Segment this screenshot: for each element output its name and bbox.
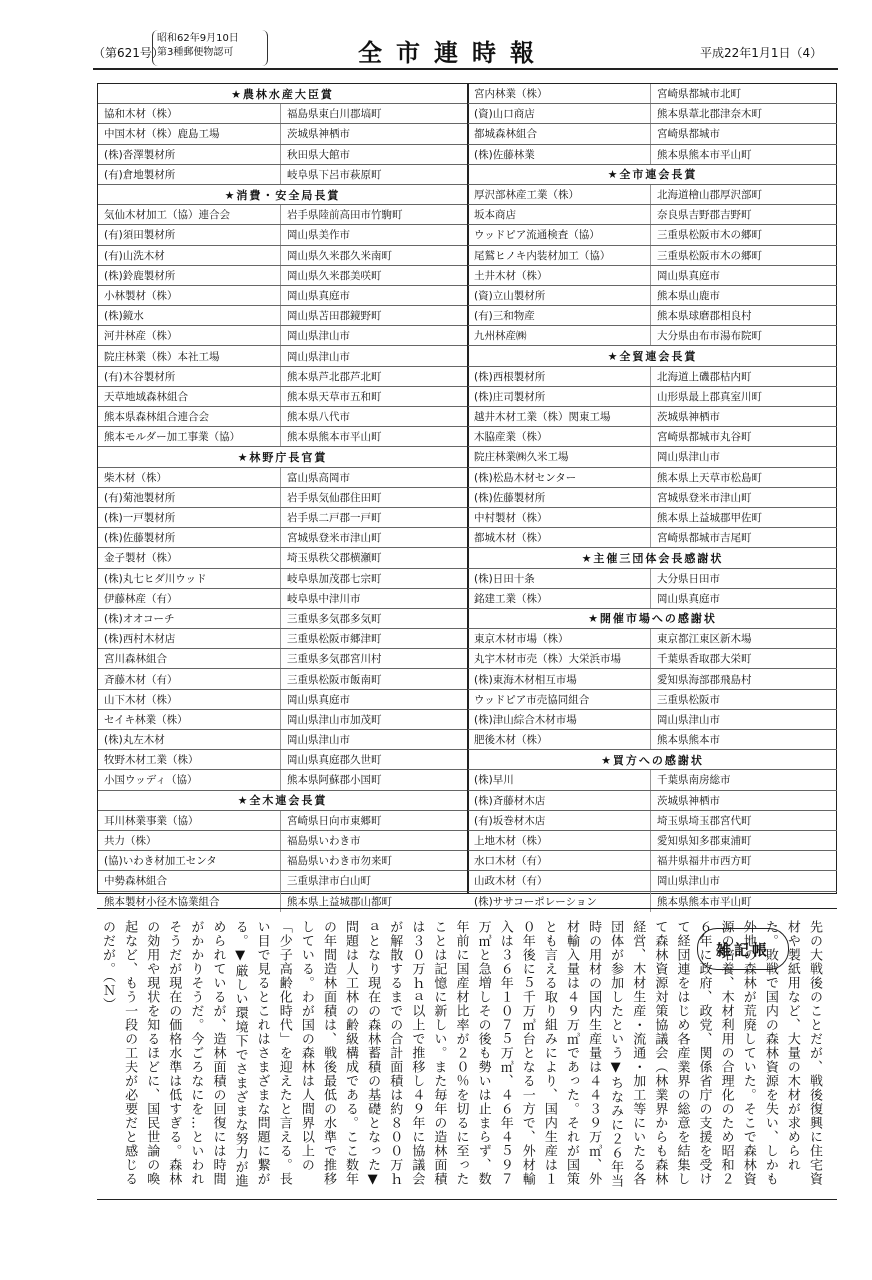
company-name: 協和木材（株） [98,104,281,123]
company-name: ウッドピア市売協同組合 [468,690,651,709]
company-name: (株)佐藤製材所 [468,488,651,507]
company-location: 茨城県神栖市 [657,794,720,807]
company-name: 土井木材（株） [468,266,651,285]
award-row [468,649,837,669]
company-name: 宮川森林組合 [98,649,281,668]
company-name: 都城木材（株） [468,528,651,547]
company-name: 小林製材（株） [98,286,281,305]
awards-table [97,83,837,909]
company-location: 宮崎県都城市丸谷町 [657,431,752,444]
company-location: 宮城県登米市津山町 [657,491,752,504]
company-name: 天草地域森林組合 [98,387,281,406]
company-name: 中勢森林組合 [98,871,281,890]
company-location: 熊本県芦北郡芦北町 [287,370,382,383]
award-row [98,508,467,528]
company-name: (株)一戸製材所 [98,508,281,527]
company-name: 都城森林組合 [468,124,651,143]
company-location: 岡山県真庭郡久世町 [287,754,382,767]
company-name: (株)鏡水 [98,306,281,325]
company-location: 東京都江東区新木場 [657,633,752,646]
column-badge: 雑記帳 [697,928,789,970]
company-location: 福島県いわき市 [287,835,361,848]
company-location: 三重県津市白山町 [287,875,371,888]
company-location: 岡山県久米郡美咲町 [287,269,382,282]
company-name: (株)沓澤製材所 [98,145,281,164]
company-name: 斉藤木材（有） [98,669,281,688]
award-row [98,669,467,689]
award-row [468,589,837,609]
company-location: 大分県日田市 [657,572,720,585]
company-name: 気仙木材加工（協）連合会 [98,205,281,224]
award-category-heading: ★消費・安全局長賞 [98,185,467,205]
award-row [468,508,837,528]
company-location: 三重県松阪市郷津町 [287,633,382,646]
award-row [468,225,837,245]
company-name: 金子製材（株） [98,548,281,567]
company-location: 熊本県八代市 [287,411,350,424]
company-name: (有)須田製材所 [98,225,281,244]
company-name: (有)山洗木材 [98,246,281,265]
company-location: 北海道上磯郡枯内町 [657,370,752,383]
award-row [468,266,837,286]
award-row [98,286,467,306]
company-name: 坂本商店 [468,205,651,224]
company-name: (株)津山綜合木材市場 [468,710,651,729]
award-row [468,145,837,165]
award-row [98,145,467,165]
company-location: 岡山県美作市 [287,229,350,242]
company-name: (株)東海木材相互市場 [468,669,651,688]
company-name: 尾鷲ヒノキ内装材加工（協） [468,246,651,265]
award-row [468,690,837,710]
company-location: 岐阜県中津川市 [287,592,361,605]
award-row [98,690,467,710]
company-location: 岡山県真庭市 [287,693,350,706]
company-location: 岡山県津山市 [657,713,720,726]
company-location: 熊本県天草市五和町 [287,390,382,403]
company-name: 越井木材工業（株）関東工場 [468,407,651,426]
award-row [98,750,467,770]
awards-left-column [98,84,467,912]
company-name: 柴木材（株） [98,468,281,487]
award-category-heading: ★全木連会長賞 [98,791,467,811]
company-name: セイキ林業（株） [98,710,281,729]
company-location: 富山県高岡市 [287,471,350,484]
company-location: 三重県多気郡多気町 [287,612,382,625]
award-row [468,811,837,831]
company-name: 耳川林業事業（協） [98,811,281,830]
company-location: 千葉県南房総市 [657,774,731,787]
company-location: 岡山県真庭市 [657,592,720,605]
company-location: 岡山県久米郡久米南町 [287,249,392,262]
company-location: 福島県東白川郡塙町 [287,108,382,121]
company-name: (有)坂巻材木店 [468,811,651,830]
company-location: 熊本県葦北郡津奈木町 [657,108,762,121]
company-location: 熊本県球磨郡相良村 [657,310,752,323]
award-row [98,367,467,387]
company-location: 三重県松阪市木の郷町 [657,229,762,242]
award-row [98,851,467,871]
column-body-text: 先の大戦後のことだが、戦後復興に住宅資材や製紙用など、大量の木材が求められた。敗戦で国内の森林資源を失い、しかも外地の森林が荒廃していた。そこで森林資源の培養、木材利用の合理化のため昭和２６年に政府、政党、関係省庁の支援を受けて経団連をはじめ各産業界の総意を結集して森林資源対策協議会（林業界からも森林経営、木材生産・流通・加工等にいたる各団体が参加したという▼ちなみに２６年当時の用材の国内生産量は４４３９万㎥、外材輸入量は４９万㎥であった。それが国策とも言える取り組みにより、国内生産は１０年後に５千万㎥台となる一方で、外材輸入は３６年１０７５万㎥、４６年４５９７万㎥と急増しその後も勢いは止まらず、数年前に国産材比率が２０％を切るに至ったことは記憶に新しい。また毎年の造林面積は３０万ｈａ以上で推移し４９年に協議会が解散するまでの合計面積は約８００万ｈａとなり現在の森林蓄積の基礎となった▼問題は人工林の齢級構成である。ここ数年の年間造林面積は、戦後最低の水準で推移している。わが国の森林は人間界以上の「少子高齢化時代」を迎えたと言える。長い目で見るとこれはさまざまな問題に繋がる。▼厳しい環境下でさまざまな努力が進められているが、造林面積の回復には時間がかかりそうだ。今ごろなにを…といわれそうだが現在の価格水準は低すぎる。森林の効用や現状を知るほどに、国民世論の喚起など、もう一段の工夫が必要だと感じるのだが。（Ｎ） [100,920,822,1188]
award-row [98,387,467,407]
column-section [97,908,837,1198]
company-name: (株)松島木材センター [468,468,651,487]
award-row [468,427,837,447]
award-row [468,84,837,104]
company-name: (資)立山製材所 [468,286,651,305]
award-row [468,407,837,427]
company-name: 東京木材市場（株） [468,629,651,648]
company-name: 熊本製材小径木協業組合 [98,892,281,912]
company-location: 茨城県神栖市 [657,411,720,424]
company-location: 岩手県二戸郡一戸町 [287,512,382,525]
company-location: 熊本県上益城郡甲佐町 [657,512,762,525]
company-location: 宮城県登米市津山町 [287,532,382,545]
award-category-heading: ★全貿連会長賞 [468,346,837,366]
company-name: (株)日田十条 [468,569,651,588]
company-name: 牧野木材工業（株） [98,750,281,769]
company-name: (株)鈴鹿製材所 [98,266,281,285]
award-row [468,387,837,407]
award-row [98,104,467,124]
company-location: 秋田県大館市 [287,148,350,161]
company-location: 茨城県神栖市 [287,128,350,141]
award-row [468,488,837,508]
company-name: (株)丸七ヒダ川ウッド [98,569,281,588]
award-row [98,427,467,447]
company-location: 愛知県海部郡飛島村 [657,673,752,686]
award-row [468,851,837,871]
company-location: 三重県松阪市 [657,693,720,706]
award-row [468,306,837,326]
postal-permit [152,30,268,66]
award-row [98,468,467,488]
newspaper-title: 全市連時報 [358,39,548,67]
award-row [98,548,467,568]
company-location: 埼玉県秩父郡横瀬町 [287,552,382,565]
award-row [98,730,467,750]
company-name: 木脇産業（株） [468,427,651,446]
award-row [98,629,467,649]
award-row [98,165,467,185]
award-row [468,871,837,891]
award-category-heading: ★開催市場への感謝状 [468,609,837,629]
award-row [468,286,837,306]
award-row [98,266,467,286]
company-location: 岡山県苫田郡鏡野町 [287,310,382,323]
company-name: 水口木材（有） [468,851,651,870]
company-name: (株)早川 [468,770,651,789]
company-name: (資)山口商店 [468,104,651,123]
company-name: 九州林産㈱ [468,326,651,345]
award-row [468,710,837,730]
award-row [98,488,467,508]
company-name: 山政木材（有） [468,871,651,890]
award-row [98,124,467,144]
company-location: 熊本県熊本市平山町 [657,896,752,909]
company-location: 大分県由布市湯布院町 [657,330,762,343]
company-name: (株)丸左木材 [98,730,281,749]
company-location: 宮崎県都城市北町 [657,88,741,101]
award-row [98,609,467,629]
company-location: 岡山県津山市 [287,734,350,747]
award-row [468,246,837,266]
company-location: 岡山県真庭市 [657,269,720,282]
award-row [468,447,837,467]
company-location: 熊本県阿蘇郡小国町 [287,774,382,787]
company-location: 千葉県香取郡大栄町 [657,653,752,666]
company-name: 院庄林業㈱久米工場 [468,447,651,466]
award-row [98,811,467,831]
company-location: 岐阜県加茂郡七宗町 [287,572,382,585]
company-name: (有)倉地製材所 [98,165,281,184]
company-location: 岡山県真庭市 [287,289,350,302]
company-location: 熊本県熊本市 [657,734,720,747]
award-row [468,185,837,205]
award-category-heading: ★主催三団体会長感謝状 [468,548,837,568]
company-name: 肥後木材（株） [468,730,651,749]
company-name: 院庄林業（株）本社工場 [98,346,281,365]
award-row [468,831,837,851]
company-location: 岩手県陸前高田市竹駒町 [287,209,403,222]
company-name: 伊藤林産（有） [98,589,281,608]
award-row [98,710,467,730]
company-location: 三重県松阪市飯南町 [287,673,382,686]
award-row [98,225,467,245]
company-location: 熊本県上益城郡山都町 [287,896,392,909]
company-name: (有)菊池製材所 [98,488,281,507]
award-category-heading: ★全市連会長賞 [468,165,837,185]
company-name: (株)佐藤製材所 [98,528,281,547]
company-location: 岩手県気仙郡住田町 [287,491,382,504]
company-location: 山形県最上郡真室川町 [657,390,762,403]
award-row [468,629,837,649]
company-name: (株)オオコーチ [98,609,281,628]
company-name: 宮内林業（株） [468,84,651,103]
company-name: (株)斉藤材木店 [468,791,651,810]
company-name: 山下木材（株） [98,690,281,709]
company-location: 熊本県山鹿市 [657,289,720,302]
company-name: (有)木谷製材所 [98,367,281,386]
company-name: 丸宇木材市売（株）大栄浜市場 [468,649,651,668]
company-location: 熊本県熊本市平山町 [657,148,752,161]
award-row [98,871,467,891]
award-row [98,346,467,366]
company-location: 三重県多気郡宮川村 [287,653,382,666]
company-location: 三重県松阪市木の郷町 [657,249,762,262]
company-name: 厚沢部林産工業（株） [468,185,651,204]
award-row [468,326,837,346]
company-location: 福井県福井市西方町 [657,855,752,868]
company-name: 共力（株） [98,831,281,850]
company-name: 河井林産（株） [98,326,281,345]
permit-line-2: 第3種郵便物認可 [157,47,234,58]
award-row [98,407,467,427]
issue-number: （第621号） [93,46,164,60]
award-category-heading: ★農林水産大臣賞 [98,84,467,104]
award-row [468,205,837,225]
company-location: 奈良県吉野郡吉野町 [657,209,752,222]
award-row [98,246,467,266]
company-name: 中村製材（株） [468,508,651,527]
company-location: 岐阜県下呂市萩原町 [287,168,382,181]
award-row [468,569,837,589]
company-location: 福島県いわき市勿来町 [287,855,392,868]
company-location: 岡山県津山市 [657,875,720,888]
company-location: 宮崎県都城市 [657,128,720,141]
company-name: 小国ウッディ（協） [98,770,281,789]
company-location: 岡山県津山市加茂町 [287,713,382,726]
award-row [468,367,837,387]
award-row [98,770,467,790]
company-location: 岡山県津山市 [657,451,720,464]
award-row [98,649,467,669]
company-name: (協)いわき材加工センタ [98,851,281,870]
award-row [468,528,837,548]
company-location: 宮崎県日向市東郷町 [287,814,382,827]
company-name: (株)佐藤林業 [468,145,651,164]
page-header [0,0,872,70]
award-row [98,326,467,346]
company-location: 愛知県知多郡東浦町 [657,835,752,848]
award-row [98,589,467,609]
company-name: (株)ササコーポレーション [468,892,651,912]
header-rule [93,68,838,70]
company-name: 熊本モルダー加工事業（協） [98,427,281,446]
award-category-heading: ★買方への感謝状 [468,750,837,770]
award-row [98,528,467,548]
permit-line-1: 昭和62年9月10日 [157,33,239,44]
company-name: (株)庄司製材所 [468,387,651,406]
award-row [98,831,467,851]
company-location: 北海道檜山郡厚沢部町 [657,189,762,202]
award-row [468,730,837,750]
award-row [468,468,837,488]
company-name: (有)三和物産 [468,306,651,325]
award-row [468,770,837,790]
award-row [468,124,837,144]
award-row [98,569,467,589]
award-row [98,205,467,225]
company-location: 岡山県津山市 [287,330,350,343]
award-category-heading: ★林野庁長官賞 [98,447,467,467]
award-row [468,104,837,124]
company-name: 中国木材（株）鹿島工場 [98,124,281,143]
company-name: ウッドピア流通検査（協） [468,225,651,244]
company-name: (株)西根製材所 [468,367,651,386]
company-name: 銘建工業（株） [468,589,651,608]
company-name: (株)西村木材店 [98,629,281,648]
awards-right-column [468,84,837,912]
company-location: 熊本県上天草市松島町 [657,471,762,484]
award-row [468,791,837,811]
company-name: 熊本県森林組合連合会 [98,407,281,426]
issue-date: 平成22年1月1日（4） [700,46,823,60]
award-row [468,669,837,689]
company-location: 宮崎県都城市吉尾町 [657,532,752,545]
company-name: 上地木材（株） [468,831,651,850]
company-location: 岡山県津山市 [287,350,350,363]
company-location: 熊本県熊本市平山町 [287,431,382,444]
award-row [98,306,467,326]
company-location: 埼玉県埼玉郡宮代町 [657,814,752,827]
